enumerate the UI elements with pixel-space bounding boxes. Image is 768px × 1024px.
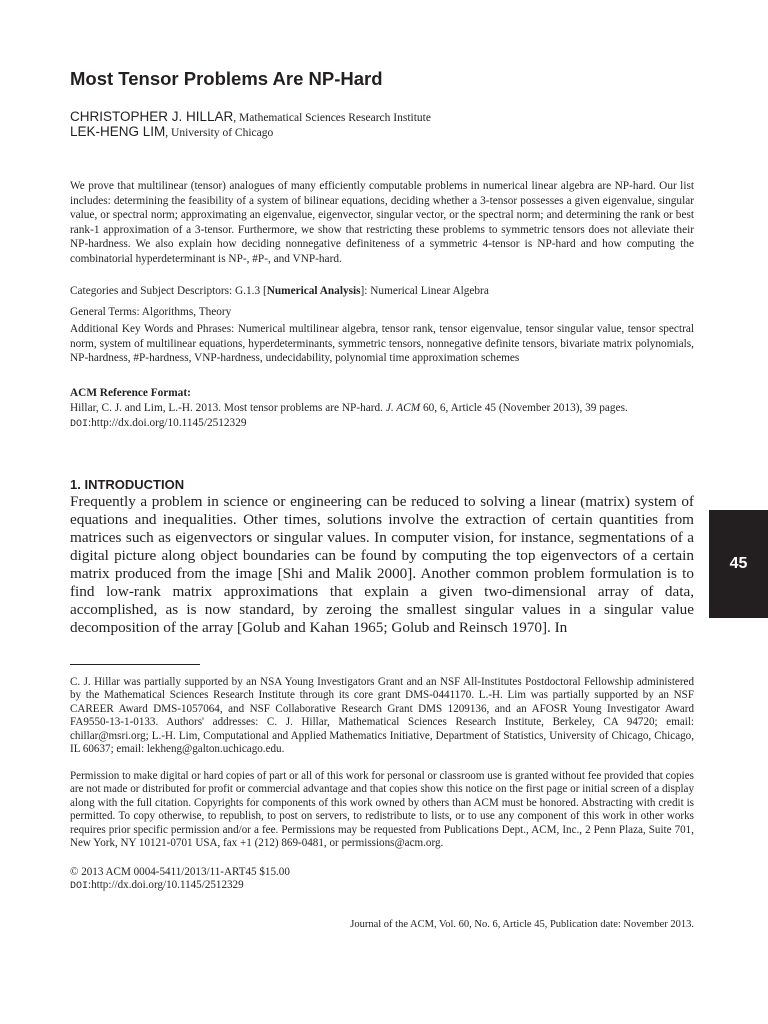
footnote-copyright — [70, 866, 694, 894]
abstract: We prove that multilinear (tensor) analogues of many efficiently computable problems in numerical linear algebra are NP-hard. Our list includes: determining the feasibility of a system of bilinear equations, deciding whether a 3-tensor possesses a given eigenvalue, singular value, or spectral norm; approximating an eigenvalue, eigenvector, singular vector, or the spectral norm; and determining the rank or best rank-1 approximation of a 3-tensor. Furthermore, we show that restricting these problems to symmetric tensors does not alleviate their NP-hardness. We also explain how deciding nonnegative definiteness of a symmetric 4-tensor is NP-hard and how computing the combinatorial hyperdeterminant is NP-, #P-, and VNP-hard. — [70, 180, 694, 265]
categories-bold: Numerical Analysis — [266, 285, 361, 297]
acm-reference-heading: ACM Reference Format: — [70, 387, 191, 399]
author-affiliation: , University of Chicago — [165, 127, 274, 139]
footnote-permission: Permission to make digital or hard copies of part or all of this work for personal or classroom use is granted without fee provided that copies are not made or distributed for profit or commercial advantage and that copies show this notice on the first page or initial screen of a display along with the full citation. Copyrights for components of this work owned by others than ACM must be honored. Abstracting with credit is permitted. To copy otherwise, to republish, to post on servers, to redistribute to lists, or to use any component of this work in other works requires prior specific permission and/or a fee. Permissions may be requested from Publications Dept., ACM, Inc., 2 Penn Plaza, Suite 701, New York, NY 10121-0701 USA, fax +1 (212) 869-0481, or permissions@acm.org. — [70, 770, 694, 850]
copyright-line: © 2013 ACM 0004-5411/2013/11-ART45 $15.00 — [70, 866, 290, 878]
author-name: CHRISTOPHER J. HILLAR — [70, 109, 234, 124]
key-words: Additional Key Words and Phrases: Numerical multilinear algebra, tensor rank, tensor eigenvalue, tensor singular value, tensor spectral norm, system of multilinear equations, hyperdeterminants, symmetric tensors, nonnegative definite tensors, bivariate matrix polynomials, NP-hardness, #P-hardness, VNP-hardness, undecidability, polynomial time approximation schemes — [70, 323, 694, 365]
footnote-divider — [70, 664, 200, 665]
categories-descriptors — [70, 284, 694, 299]
author-affiliation: , Mathematical Sciences Research Institute — [233, 112, 431, 124]
categories-prefix: Categories and Subject Descriptors: G.1.3 [ — [70, 285, 267, 297]
doi-link[interactable]: :http://dx.doi.org/10.1145/2512329 — [88, 416, 247, 429]
general-terms: General Terms: Algorithms, Theory — [70, 306, 232, 318]
acm-reference-journal: J. ACM — [385, 402, 421, 414]
paper-title: Most Tensor Problems Are NP-Hard — [70, 68, 383, 89]
running-footer: Journal of the ACM, Vol. 60, No. 6, Article 45, Publication date: November 2013. — [350, 919, 694, 930]
author-line — [70, 124, 273, 140]
doi-link[interactable]: :http://dx.doi.org/10.1145/2512329 — [88, 879, 244, 892]
introduction-paragraph: Frequently a problem in science or engineering can be reduced to solving a linear (matrix) system of equations and inequalities. Other times, solutions involve the extraction of certain quantities from matrices such as eigenvectors or singular values. In computer vision, for instance, segmentations of a digital picture along object boundaries can be found by computing the top eigenvectors of a certain matrix produced from the image [Shi and Malik 2000]. Another common problem formulation is to find low-rank matrix approximations that explain a given two-dimensional array of data, accomplished, as is now standard, by zeroing the smallest singular values in a singular value decomposition of the array [Golub and Kahan 1965; Golub and Reinsch 1970]. In — [70, 493, 694, 636]
doi-label: DOI — [70, 418, 89, 430]
acm-reference-text: Hillar, C. J. and Lim, L.-H. 2013. Most tensor problems are NP-hard. — [70, 402, 386, 414]
author-name: LEK-HENG LIM — [70, 124, 166, 139]
acm-reference — [70, 401, 694, 432]
categories-suffix: ]: Numerical Linear Algebra — [360, 285, 489, 297]
acm-reference-text-after: 60, 6, Article 45 (November 2013), 39 pages. — [420, 402, 628, 414]
footnote-support: C. J. Hillar was partially supported by an NSA Young Investigators Grant and an NSF All-Institutes Postdoctoral Fellowship administered by the Mathematical Sciences Research Institute through its core grant DMS-0441170. L.-H. Lim was partially supported by an NSF CAREER Award DMS-1057064, and NSF Collaborative Research Grant DMS 1209136, and an AFOSR Young Investigator Award FA9550-13-1-0133. Authors' addresses: C. J. Hillar, Mathematical Sciences Research Institute, Berkeley, CA 94720; email: chillar@msri.org; L.-H. Lim, Computational and Applied Mathematics Initiative, Department of Statistics, University of Chicago, Chicago, IL 60637; email: lekheng@galton.uchicago.edu. — [70, 676, 694, 756]
article-number-tab: 45 — [709, 510, 768, 618]
acm-reference-doi — [70, 416, 694, 433]
footnote-doi — [70, 879, 694, 893]
section-heading: 1. INTRODUCTION — [70, 477, 185, 492]
author-line — [70, 109, 431, 125]
doi-label: DOI — [70, 881, 89, 893]
